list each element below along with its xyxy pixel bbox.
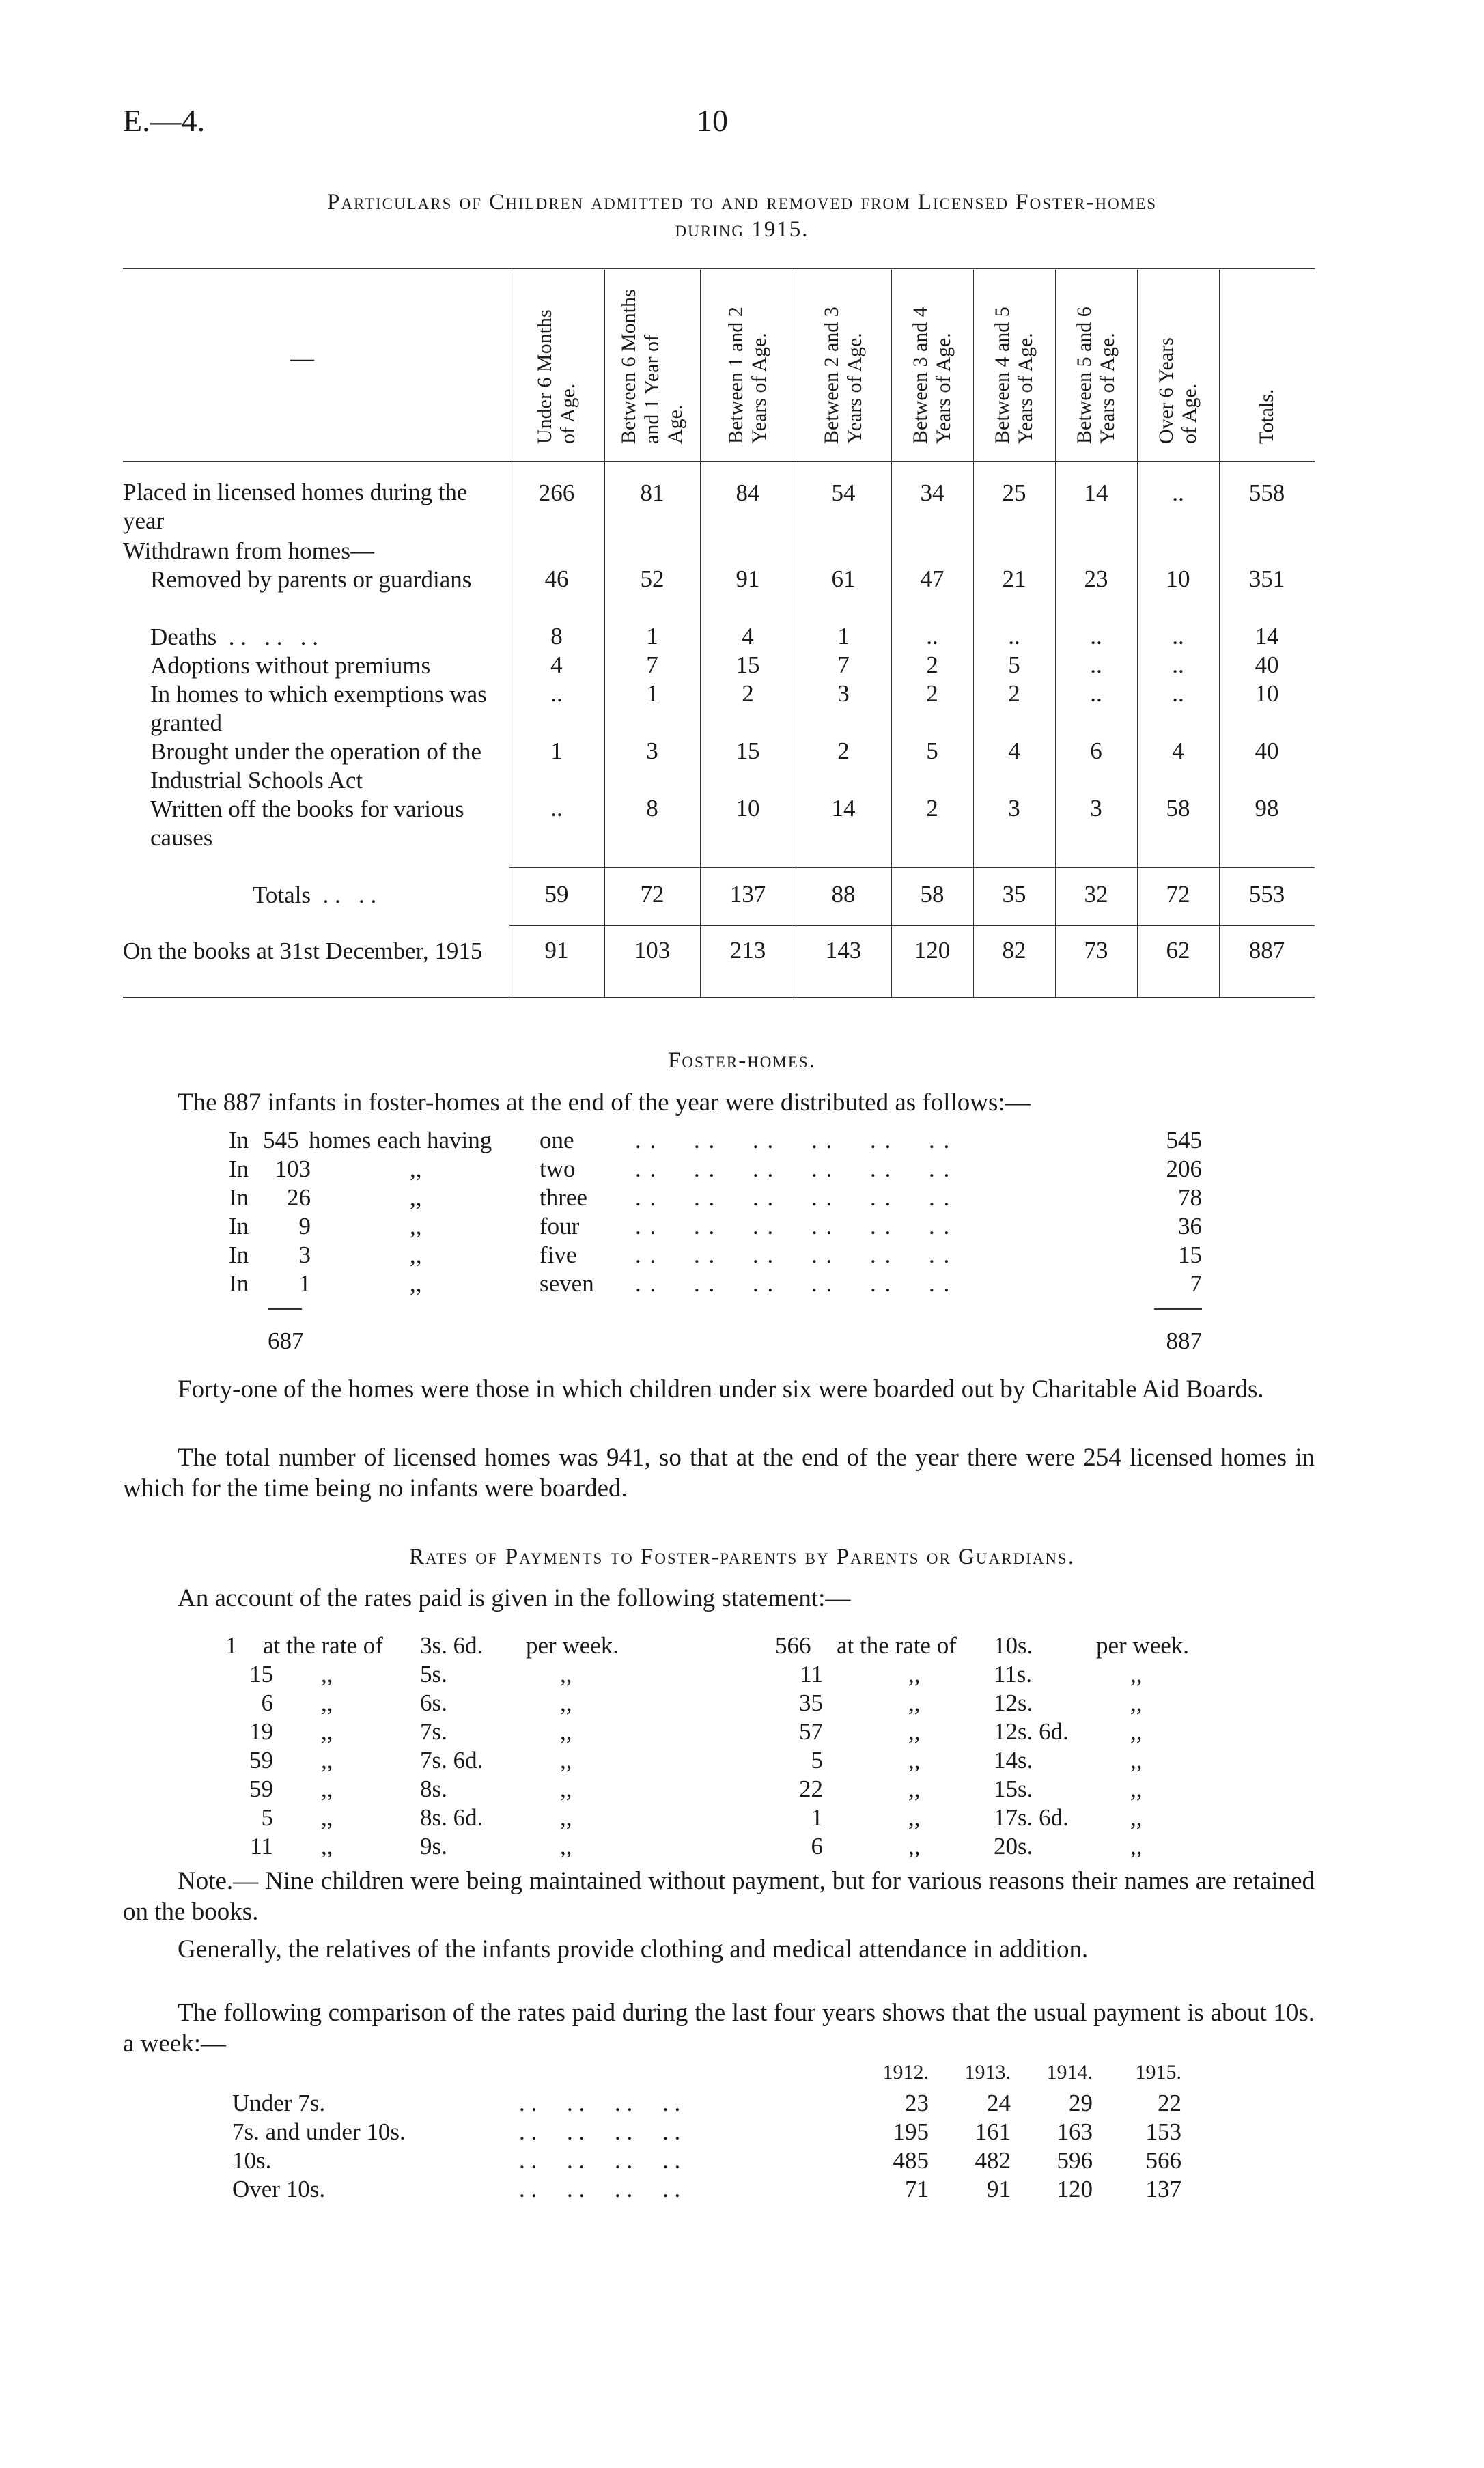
column-header-text: Between 6 Months [617,289,640,444]
foster-homes-intro: The 887 infants in foster-homes at the end of the year were distributed as follows:— [178,1089,1031,1117]
table-cell: 1 [646,623,658,649]
column-header-text: and 1 Year of [641,335,663,444]
dist-prefix: In [229,1127,249,1153]
rate-sep: ,, [908,1833,921,1860]
dist-total: 206 [1166,1155,1202,1182]
table-cell: 266 [538,479,575,506]
comparison-year: 1914. [1046,2061,1093,2084]
table-cell: 73 [1084,937,1108,964]
dist-word: four [540,1213,580,1239]
row-label-on-books: On the books at 31st December, 1915 [123,938,483,964]
table-cell: .. [1172,680,1184,707]
comparison-value: 91 [987,2176,1011,2202]
comparison-value: 195 [893,2118,929,2145]
table-cell: 2 [742,680,754,707]
column-header-text: Between 5 and 6 [1073,307,1095,444]
column-header-text: Between 4 and 5 [991,307,1013,444]
rate-per: per week. [526,1632,619,1659]
rate-amount: 12s. 6d. [994,1718,1069,1745]
rate-per: ,, [560,1747,572,1773]
row-label-placed: Placed in licensed homes during the year [123,479,468,534]
comparison-value: 482 [975,2147,1011,2174]
table-cell: 1 [550,738,563,764]
rate-sep: ,, [321,1718,333,1745]
row-label-withdrawn: Withdrawn from homes— [123,537,374,564]
rate-count: 1 [225,1632,238,1659]
table-cell: 10 [1166,565,1190,592]
table-cell: 143 [825,937,862,964]
comparison-value: 161 [975,2118,1011,2145]
dist-prefix: In [229,1270,249,1297]
comparison-year: 1913. [964,2061,1011,2084]
column-header-text: Years of Age. [932,333,955,444]
rate-sep: ,, [908,1689,921,1716]
table-cell: .. [550,795,563,822]
table-cell: 2 [926,651,938,678]
table-cell: 351 [1248,565,1285,592]
rate-count: 6 [261,1689,273,1716]
table-cell: 2 [1008,680,1020,707]
comparison-leader-dots: . . . . . . . . [519,2176,681,2202]
table-cell: 887 [1248,937,1285,964]
column-header-text: Between 2 and 3 [820,307,843,444]
row-label-exemptions: In homes to which exemptions was granted [150,681,487,736]
comparison-value: 23 [905,2090,929,2116]
rate-count: 6 [811,1833,823,1860]
column-header-text: Totals. [1255,389,1278,444]
table-title-line2: during 1915. [675,217,809,242]
rate-sep: ,, [908,1776,921,1802]
rate-count: 5 [261,1804,273,1831]
rate-sep: ,, [321,1689,333,1716]
foster-para-2: The total number of licensed homes was 941, so that at the end of the year there were 254 licensed homes in which for the time being no infants were boarded. [123,1444,1315,1502]
rate-count: 5 [811,1747,823,1773]
table-cell: 82 [1002,937,1026,964]
table-cell: 2 [837,738,850,764]
rate-amount: 12s. [994,1689,1033,1716]
column-header-text: Between 1 and 2 [725,307,747,444]
rate-amount: 11s. [994,1661,1033,1687]
table-cell: 8 [646,795,658,822]
table-cell: 32 [1084,881,1108,908]
comparison-leader-dots: . . . . . . . . [519,2147,681,2174]
dist-mid: ,, [410,1184,422,1211]
rate-amount: 10s. [994,1632,1033,1659]
table-cell: .. [1090,623,1102,649]
column-header-text: Age. [664,404,686,444]
doc-reference: E.—4. [123,103,206,138]
rates-relatives: Generally, the relatives of the infants provide clothing and medical attendance in addition. [178,1935,1089,1963]
dist-mid: ,, [410,1155,422,1182]
table-cell: 2 [926,680,938,707]
table-cell: 1 [646,680,658,707]
page-number: 10 [697,103,728,138]
column-header-text: Years of Age. [1096,333,1119,444]
rate-per: ,, [1130,1689,1143,1716]
rate-sep: ,, [321,1661,333,1687]
rate-per: ,, [1130,1833,1143,1860]
rate-amount: 17s. 6d. [994,1804,1069,1831]
comparison-row-label: Under 7s. [232,2090,326,2116]
dist-total: 7 [1190,1270,1202,1297]
table-cell: 3 [646,738,658,764]
table-cell: 553 [1248,881,1285,908]
dist-count: 1 [298,1270,311,1297]
column-header-text: Under 6 Months [533,309,556,444]
comparison-row-label: Over 10s. [232,2176,326,2202]
rate-per: ,, [560,1718,572,1745]
dist-word: three [540,1184,587,1211]
table-cell: 72 [1166,881,1190,908]
rate-amount: 6s. [420,1689,447,1716]
table-cell: 137 [729,881,766,908]
column-header-text: Over 6 Years [1155,337,1177,444]
dist-total: 36 [1178,1213,1202,1239]
rate-sep: ,, [321,1776,333,1802]
rate-per: ,, [560,1689,572,1716]
comparison-value: 71 [905,2176,929,2202]
table-cell: 84 [736,479,760,506]
comparison-year: 1912. [882,2061,929,2084]
table-cell: 81 [640,479,664,506]
table-cell: .. [550,680,563,707]
table-cell: 35 [1002,881,1026,908]
table-cell: 62 [1166,937,1190,964]
table-cell: 1 [837,623,850,649]
column-header-text: of Age. [1178,383,1201,444]
rate-amount: 20s. [994,1833,1033,1860]
table-cell: 40 [1255,651,1279,678]
table-cell: .. [1008,623,1020,649]
row-label-industrial: Brought under the operation of the Industrial Schools Act [150,738,482,794]
table-cell: 4 [1172,738,1184,764]
table-cell: 5 [926,738,938,764]
dist-mid: ,, [410,1242,422,1268]
dist-total: 15 [1178,1242,1202,1268]
rate-per: ,, [560,1833,572,1860]
rate-amount: 8s. [420,1776,447,1802]
comparison-value: 596 [1056,2147,1093,2174]
table-title-line1: Particulars of Children admitted to and removed from Licensed Foster-homes [327,190,1157,214]
rate-count: 11 [250,1833,273,1860]
table-cell: .. [1172,623,1184,649]
table-cell: 58 [920,881,944,908]
table-cell: 3 [1090,795,1102,822]
rate-per: ,, [560,1661,572,1687]
dist-leader-dots: . . . . . . . . . . . . [635,1213,951,1239]
table-cell: 54 [831,479,856,506]
row-label-removed: Removed by parents or guardians [150,566,472,593]
dist-prefix: In [229,1184,249,1211]
rate-amount: 15s. [994,1776,1033,1802]
dist-prefix: In [229,1213,249,1239]
table-cell: .. [1172,479,1184,506]
table-cell: 5 [1008,651,1020,678]
column-header-text: Between 3 and 4 [909,307,932,444]
table-cell: 61 [831,565,856,592]
table-cell: 8 [550,623,563,649]
dist-sum-homes: 687 [268,1328,304,1354]
comparison-leader-dots: . . . . . . . . [519,2118,681,2145]
table-cell: 91 [544,937,569,964]
row-label-deaths: Deaths . . . . . . [150,623,318,650]
rates-heading: Rates of Payments to Foster-parents by Parents or Guardians. [409,1545,1075,1569]
rates-note: Note.— Nine children were being maintained without payment, but for various reasons their names are retained on the books. [123,1867,1315,1926]
table-cell: 15 [736,738,760,764]
dist-word: two [540,1155,576,1182]
table-corner-dash: — [290,345,314,371]
rate-per: ,, [560,1776,572,1802]
comparison-value: 120 [1056,2176,1093,2202]
rate-count: 59 [249,1776,273,1802]
table-cell: 47 [920,565,944,592]
table-bottom-rule [123,997,1315,998]
table-subtotal-rule-2 [509,925,1315,926]
rate-amount: 7s. 6d. [420,1747,484,1773]
table-cell: 14 [1084,479,1108,506]
table-cell: 3 [837,680,850,707]
table-cell: .. [1172,651,1184,678]
rate-count: 11 [800,1661,823,1687]
rates-intro: An account of the rates paid is given in the following statement:— [178,1584,851,1612]
rate-sep: ,, [321,1833,333,1860]
table-cell: 4 [742,623,754,649]
table-cell: 2 [926,795,938,822]
table-cell: 91 [736,565,760,592]
table-cell: 3 [1008,795,1020,822]
dist-prefix: In [229,1155,249,1182]
comparison-value: 566 [1145,2147,1181,2174]
table-cell: 103 [634,937,671,964]
dist-mid: ,, [410,1213,422,1239]
row-label-adoptions: Adoptions without premiums [150,652,431,679]
table-cell: 7 [837,651,850,678]
table-cell: 15 [736,651,760,678]
rate-count: 57 [799,1718,823,1745]
dist-word: five [540,1242,577,1268]
dist-leader-dots: . . . . . . . . . . . . [635,1242,951,1268]
table-cell: 88 [831,881,856,908]
comparison-intro: The following comparison of the rates paid during the last four years shows that the usual payment is about 10s. a week:— [123,1999,1315,2058]
comparison-value: 22 [1158,2090,1181,2116]
dist-sum-rule-left [268,1308,302,1310]
table-cell: 58 [1166,795,1190,822]
rate-amount: 3s. 6d. [420,1632,484,1659]
rate-sep: at the rate of [263,1632,383,1659]
rate-sep: ,, [908,1718,921,1745]
table-cell: 10 [736,795,760,822]
rate-count: 59 [249,1747,273,1773]
dist-count: 545 [263,1127,299,1153]
table-cell: 59 [544,881,569,908]
dist-word: seven [540,1270,594,1297]
rate-per: ,, [1130,1718,1143,1745]
table-cell: 46 [544,565,569,592]
rate-amount: 7s. [420,1718,447,1745]
dist-count: 9 [298,1213,311,1239]
comparison-value: 24 [987,2090,1011,2116]
comparison-year: 1915. [1135,2061,1181,2084]
dist-leader-dots: . . . . . . . . . . . . [635,1184,951,1211]
column-header-text: Years of Age. [1014,333,1037,444]
rate-per: ,, [1130,1661,1143,1687]
rate-count: 566 [775,1632,811,1659]
rate-sep: ,, [321,1804,333,1831]
rate-per: ,, [1130,1804,1143,1831]
table-subtotal-rule [509,867,1315,868]
table-cell: 14 [831,795,856,822]
comparison-value: 137 [1145,2176,1181,2202]
foster-para-1: Forty-one of the homes were those in which children under six were boarded out by Charitable Aid Boards. [178,1375,1264,1403]
dist-total: 78 [1178,1184,1202,1211]
comparison-value: 153 [1145,2118,1181,2145]
rate-per: ,, [1130,1747,1143,1773]
dist-total: 545 [1166,1127,1202,1153]
dist-leader-dots: . . . . . . . . . . . . [635,1270,951,1297]
comparison-row-label: 7s. and under 10s. [232,2118,406,2145]
table-cell: 7 [646,651,658,678]
comparison-leader-dots: . . . . . . . . [519,2090,681,2116]
table-cell: 25 [1002,479,1026,506]
comparison-value: 29 [1069,2090,1093,2116]
table-cell: 98 [1255,795,1279,822]
rate-per: ,, [560,1804,572,1831]
rate-count: 1 [811,1804,823,1831]
table-cell: 21 [1002,565,1026,592]
rate-per: per week. [1096,1632,1190,1659]
table-cell: 14 [1255,623,1279,649]
rate-sep: ,, [908,1747,921,1773]
table-cell: 4 [1008,738,1020,764]
dist-mid: homes each having [309,1127,492,1153]
rate-amount: 8s. 6d. [420,1804,484,1831]
foster-homes-heading: Foster-homes. [668,1048,816,1073]
table-cell: 6 [1090,738,1102,764]
table-cell: 52 [640,565,664,592]
table-cell: 72 [640,881,664,908]
rate-sep: ,, [321,1747,333,1773]
rate-count: 19 [249,1718,273,1745]
rate-sep: ,, [908,1804,921,1831]
rate-sep: ,, [908,1661,921,1687]
table-cell: .. [926,623,938,649]
dist-count: 103 [275,1155,311,1182]
rate-amount: 5s. [420,1661,447,1687]
table-cell: 558 [1248,479,1285,506]
table-cell: 23 [1084,565,1108,592]
dist-count: 26 [287,1184,311,1211]
row-label-totals: Totals . . . . [253,882,377,908]
rate-amount: 14s. [994,1747,1033,1773]
table-top-rule [123,268,1315,269]
dist-prefix: In [229,1242,249,1268]
table-cell: .. [1090,651,1102,678]
table-cell: .. [1090,680,1102,707]
comparison-row-label: 10s. [232,2147,272,2174]
comparison-value: 163 [1056,2118,1093,2145]
table-cell: 34 [920,479,944,506]
dist-word: one [540,1127,574,1153]
dist-leader-dots: . . . . . . . . . . . . [635,1127,951,1153]
table-cell: 213 [729,937,766,964]
dist-sum-rule-right [1154,1308,1202,1310]
dist-leader-dots: . . . . . . . . . . . . [635,1155,951,1182]
row-label-written-off: Written off the books for various causes [150,796,464,851]
table-cell: 10 [1255,680,1279,707]
comparison-value: 485 [893,2147,929,2174]
rate-sep: at the rate of [837,1632,957,1659]
table-cell: 120 [914,937,951,964]
column-header-text: Years of Age. [843,333,866,444]
rate-amount: 9s. [420,1833,447,1860]
table-header-rule [123,461,1315,462]
table-cell: 40 [1255,738,1279,764]
column-header-text: Years of Age. [748,333,770,444]
rate-count: 15 [249,1661,273,1687]
rate-per: ,, [1130,1776,1143,1802]
dist-count: 3 [298,1242,311,1268]
dist-mid: ,, [410,1270,422,1297]
column-header-text: of Age. [557,383,579,444]
rate-count: 35 [799,1689,823,1716]
table-cell: 4 [550,651,563,678]
dist-sum-infants: 887 [1166,1328,1202,1354]
rate-count: 22 [799,1776,823,1802]
